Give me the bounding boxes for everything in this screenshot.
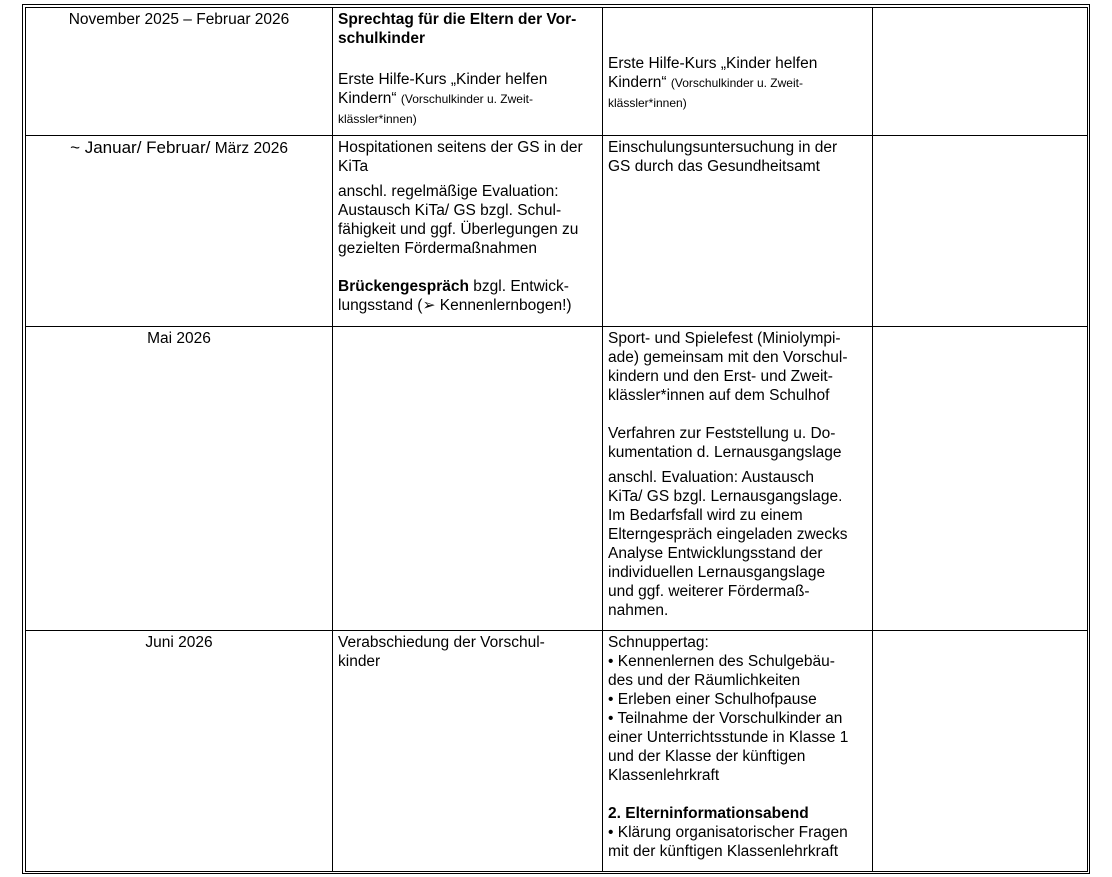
date-text: Mai 2026 bbox=[147, 330, 211, 347]
evaluation-text: anschl. Evaluation: Austausch KiTa/ GS bzgl. Lernausgangslage. Im Bedarfsfall wird zu einem Elterngespräch eingeladen zwecks Analyse Entwicklungsstand der individuellen Lernausgangslage und ggf. weiterer Fördermaß- nahmen. bbox=[608, 469, 848, 619]
sports-festival-text: Sport- und Spielefest (Miniolympi- ade) gemeinsam mit den Vorschul- kindern und den Erst- und Zweit- klässler*innen auf dem Schulhof bbox=[608, 330, 848, 404]
notes-cell bbox=[873, 327, 1088, 631]
trial-day-text: Schnuppertag: • Kennenlernen des Schulgebäu- des und der Räumlichkeiten • Erleben einer Schulhofpause • Teilnahme der Vorschulkinder an einer Unterrichtsstunde in Klasse 1 und der Klasse der künftigen Klassenlehrkraft bbox=[608, 634, 849, 784]
gs-cell bbox=[603, 631, 873, 872]
date-cell bbox=[26, 327, 333, 631]
sprechtag-title: Sprechtag für die Eltern der Vor- schulkinder bbox=[338, 11, 577, 47]
date-text-suffix: März 2026 bbox=[214, 140, 288, 157]
table-row bbox=[26, 631, 1088, 872]
parents-evening-text: 2. Elterninformationsabend • Klärung organisatorischer Fragen mit der künftigen Klassenlehrkraft bbox=[608, 805, 848, 860]
kita-cell bbox=[333, 136, 603, 327]
notes-cell bbox=[873, 136, 1088, 327]
hospitation-text: Hospitationen seitens der GS in der KiTa bbox=[338, 139, 583, 175]
gs-cell bbox=[603, 136, 873, 327]
first-aid-course: Erste Hilfe-Kurs „Kinder helfen Kindern“ (Vorschulkinder u. Zweit- klässler*innen) bbox=[338, 71, 548, 126]
date-text: ~ Januar/ Februar/ bbox=[70, 138, 211, 157]
table-row bbox=[26, 8, 1088, 136]
kita-cell bbox=[333, 8, 603, 136]
gs-cell bbox=[603, 8, 873, 136]
date-text: Juni 2026 bbox=[145, 634, 213, 651]
learning-level-text: Verfahren zur Feststellung u. Do- kumentation d. Lernausgangslage bbox=[608, 425, 842, 461]
schedule-table bbox=[25, 7, 1088, 872]
kita-cell bbox=[333, 631, 603, 872]
date-text: November 2025 – Februar 2026 bbox=[68, 11, 290, 28]
gs-cell bbox=[603, 327, 873, 631]
kita-cell bbox=[333, 327, 603, 631]
farewell-text: Verabschiedung der Vorschul- kinder bbox=[338, 634, 545, 670]
date-cell bbox=[26, 136, 333, 327]
bridge-talk-text: Brückengespräch bzgl. Entwick- lungsstand (➢ Kennenlernbogen!) bbox=[338, 278, 572, 314]
evaluation-text: anschl. regelmäßige Evaluation: Austausch KiTa/ GS bzgl. Schul- fähigkeit und ggf. Überlegungen zu gezielten Fördermaßnahmen bbox=[338, 183, 579, 257]
first-aid-course: Erste Hilfe-Kurs „Kinder helfen Kindern“ (Vorschulkinder u. Zweit- klässler*innen) bbox=[608, 55, 818, 110]
date-cell bbox=[26, 631, 333, 872]
notes-cell bbox=[873, 8, 1088, 136]
date-cell bbox=[26, 8, 333, 136]
table-row bbox=[26, 136, 1088, 327]
health-check-text: Einschulungsuntersuchung in der GS durch das Gesundheitsamt bbox=[608, 139, 838, 175]
notes-cell bbox=[873, 631, 1088, 872]
table-row bbox=[26, 327, 1088, 631]
